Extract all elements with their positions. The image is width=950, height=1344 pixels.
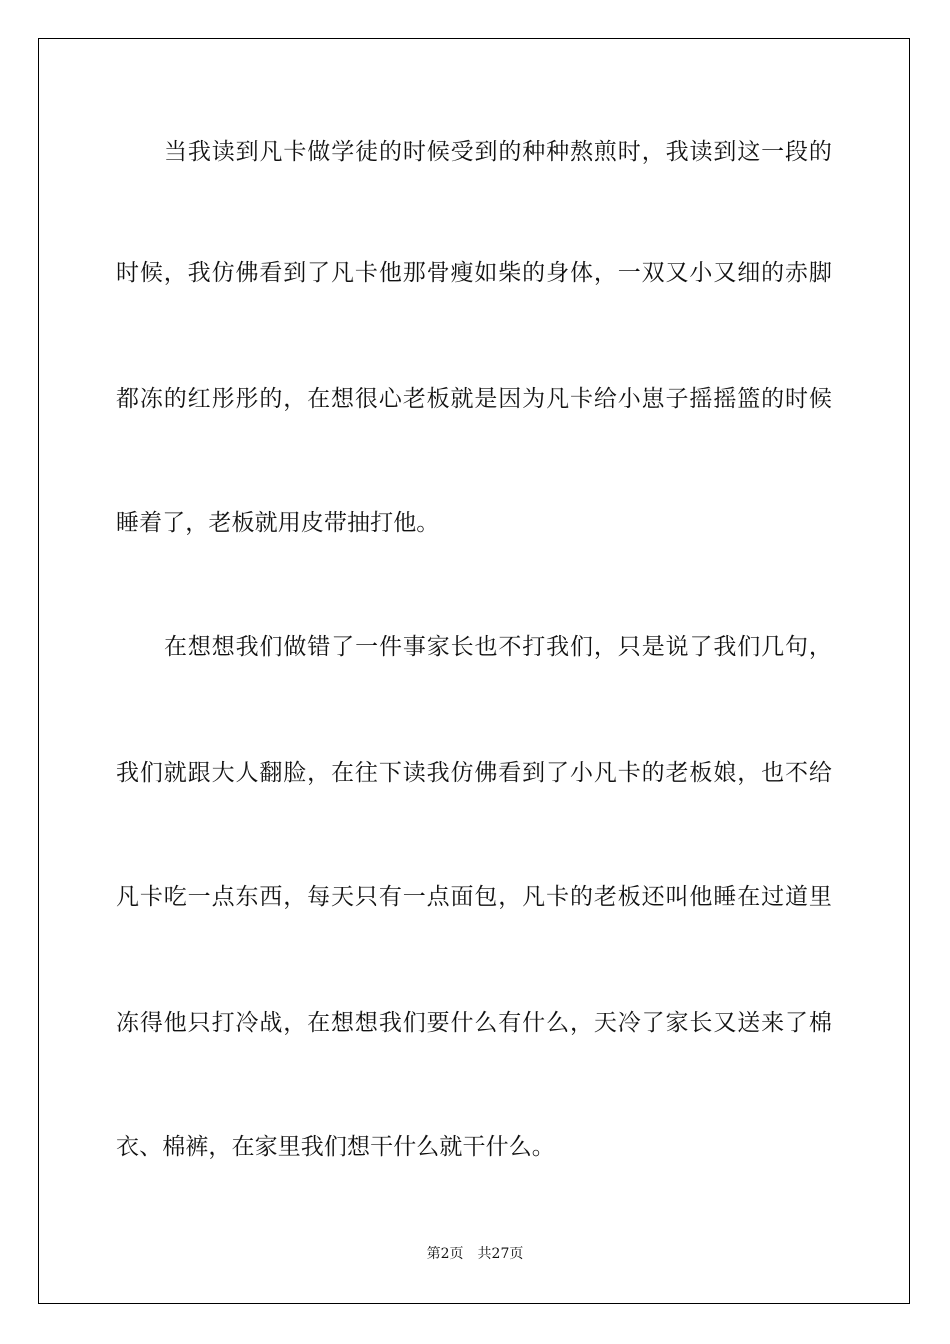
page-number: 第2页: [426, 1246, 464, 1262]
paragraph-2-line-5: 衣、棉裤，在家里我们想干什么就干什么。: [116, 1134, 555, 1160]
paragraph-2-line-2: 我们就跟大人翻脸，在往下读我仿佛看到了小凡卡的老板娘，也不给: [116, 760, 832, 786]
page-total: 共27页: [477, 1246, 524, 1262]
paragraph-2-line-1: 在想想我们做错了一件事家长也不打我们，只是说了我们几句，: [164, 634, 832, 660]
paragraph-2-line-3: 凡卡吃一点东西，每天只有一点面包，凡卡的老板还叫他睡在过道里: [116, 884, 832, 910]
paragraph-1-line-3: 都冻的红彤彤的，在想很心老板就是因为凡卡给小崽子摇摇篮的时候: [116, 386, 832, 412]
paragraph-1-line-4: 睡着了，老板就用皮带抽打他。: [116, 510, 440, 536]
paragraph-1-line-1: 当我读到凡卡做学徒的时候受到的种种熬煎时，我读到这一段的: [164, 139, 832, 165]
paragraph-2-line-4: 冻得他只打冷战，在想想我们要什么有什么，天冷了家长又送来了棉: [116, 1010, 832, 1036]
paragraph-1-line-2: 时候，我仿佛看到了凡卡他那骨瘦如柴的身体，一双又小又细的赤脚: [116, 260, 832, 286]
page-border: [38, 38, 910, 1304]
page-footer: [0, 1245, 950, 1263]
